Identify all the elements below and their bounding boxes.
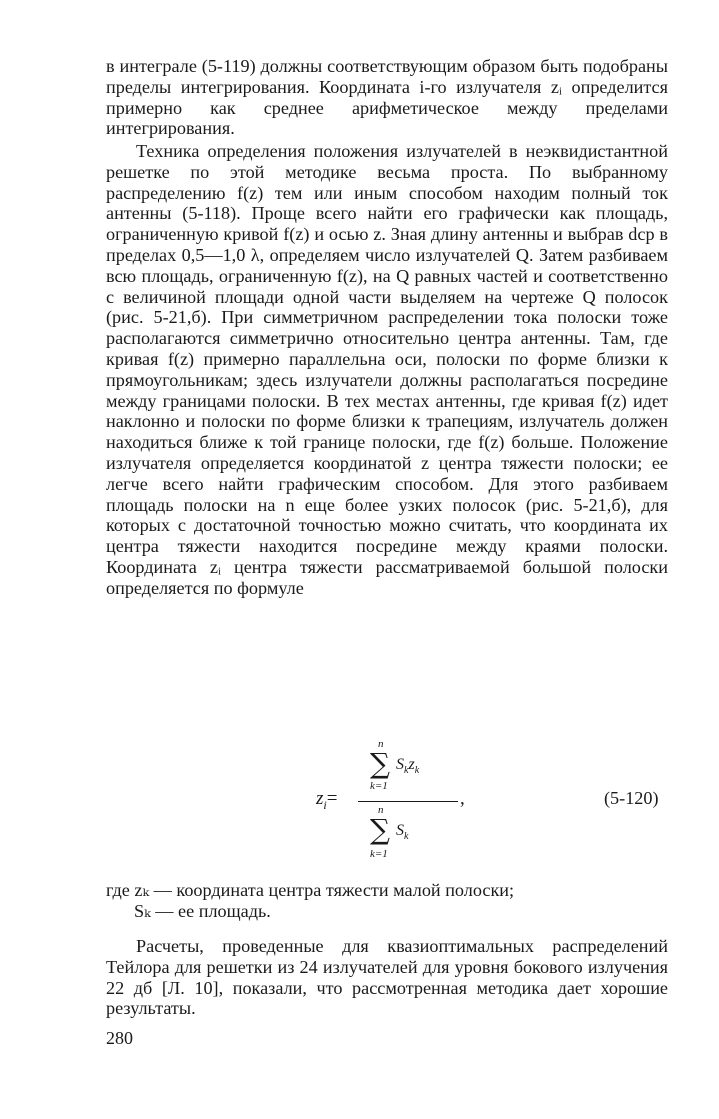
paragraph-2 xyxy=(106,141,668,599)
denominator-sigma: ∑ xyxy=(370,813,390,846)
numerator-term xyxy=(396,756,419,776)
fraction-line xyxy=(358,801,458,802)
paragraph-1 xyxy=(106,56,668,139)
denominator-term xyxy=(396,822,408,842)
numerator-lower-limit: k=1 xyxy=(370,780,388,792)
denominator-term-s: S xyxy=(396,822,404,839)
denominator-term-s-sub: k xyxy=(404,831,409,843)
paragraph-results xyxy=(106,936,668,1019)
numerator-upper-limit: n xyxy=(378,738,384,750)
where-line-1: где zₖ — координата центра тяжести малой полоски; xyxy=(106,880,515,900)
numerator-sigma: ∑ xyxy=(370,747,390,780)
where-line-2: Sₖ — ее площадь. xyxy=(134,900,271,921)
equation-number: (5-120) xyxy=(604,788,659,808)
formula-comma: , xyxy=(460,788,465,809)
denominator-upper-limit: n xyxy=(378,804,384,816)
denominator-lower-limit: k=1 xyxy=(370,848,388,860)
formula-denominator xyxy=(370,804,460,866)
numerator-term-z-sub: k xyxy=(414,765,420,777)
paragraph-2-text: Техника определения положения излучателей в неэквидистантной решетке по этой методике весьма проста. По выбранному распределению f(z) тем или иным способом находим полный ток антенны (5-118). Проще всего найти его графически как площадь, ограниченную кривой f(z) и осью z. Зная длину антенны и выбрав dср в пределах 0,5—1,0 λ, определяем число излучателей Q. Затем разбиваем всю площадь, ограниченную f(z), на Q равных частей и соответственно с величиной площади одной части выделяем на чертеже Q полосок (рис. 5-21,б). При симметричном распределении тока полоски тоже располагаются симметрично относительно центра антенны. Там, где кривая f(z) примерно параллельна оси, полоски по форме близки к прямоугольникам; здесь излучатели должны располагаться посредине между границами полоски. В тех местах антенны, где кривая f(z) идет наклонно и полоски по форме близки к трапециям, излучатель должен находиться ближе к той границе полоски, где f(z) больше. Положение излучателя определяется координатой z центра тяжести полоски; ее легче всего найти графическим способом. Для этого разбиваем площадь полоски на n еще более узких полосок (рис. 5-21,б), для которых с достаточной точностью можно считать, что координата их центра тяжести находится посредине между краями полоски. Координата zᵢ центра тяжести рассматриваемой большой полоски определяется по формуле xyxy=(106,141,668,598)
formula-lhs xyxy=(316,788,337,813)
paragraph-where xyxy=(106,880,668,922)
numerator-term-z: z xyxy=(408,756,415,773)
numerator-term-s-sub: k xyxy=(404,765,409,777)
formula-equals: = xyxy=(326,788,338,809)
page-number: 280 xyxy=(106,1028,133,1048)
paragraph-results-text: Расчеты, проведенные для квазиоптимальных распределений Тейлора для решетки из 24 излучателей для уровня бокового излучения 22 дб [Л. 10], показали, что рассмотренная методика дает хорошие результаты. xyxy=(106,936,668,1019)
formula-5-120 xyxy=(316,738,516,866)
paragraph-1-text: в интеграле (5-119) должны соответствующим образом быть подобраны пределы интегрирования. Координата i-го излучателя zᵢ определится примерно как среднее арифметическое между пределами интегрирования. xyxy=(106,56,668,139)
formula-numerator xyxy=(370,738,460,798)
numerator-term-s: S xyxy=(396,756,404,773)
formula-lhs-var: z xyxy=(316,788,324,809)
formula-lhs-sub: i xyxy=(323,797,327,812)
